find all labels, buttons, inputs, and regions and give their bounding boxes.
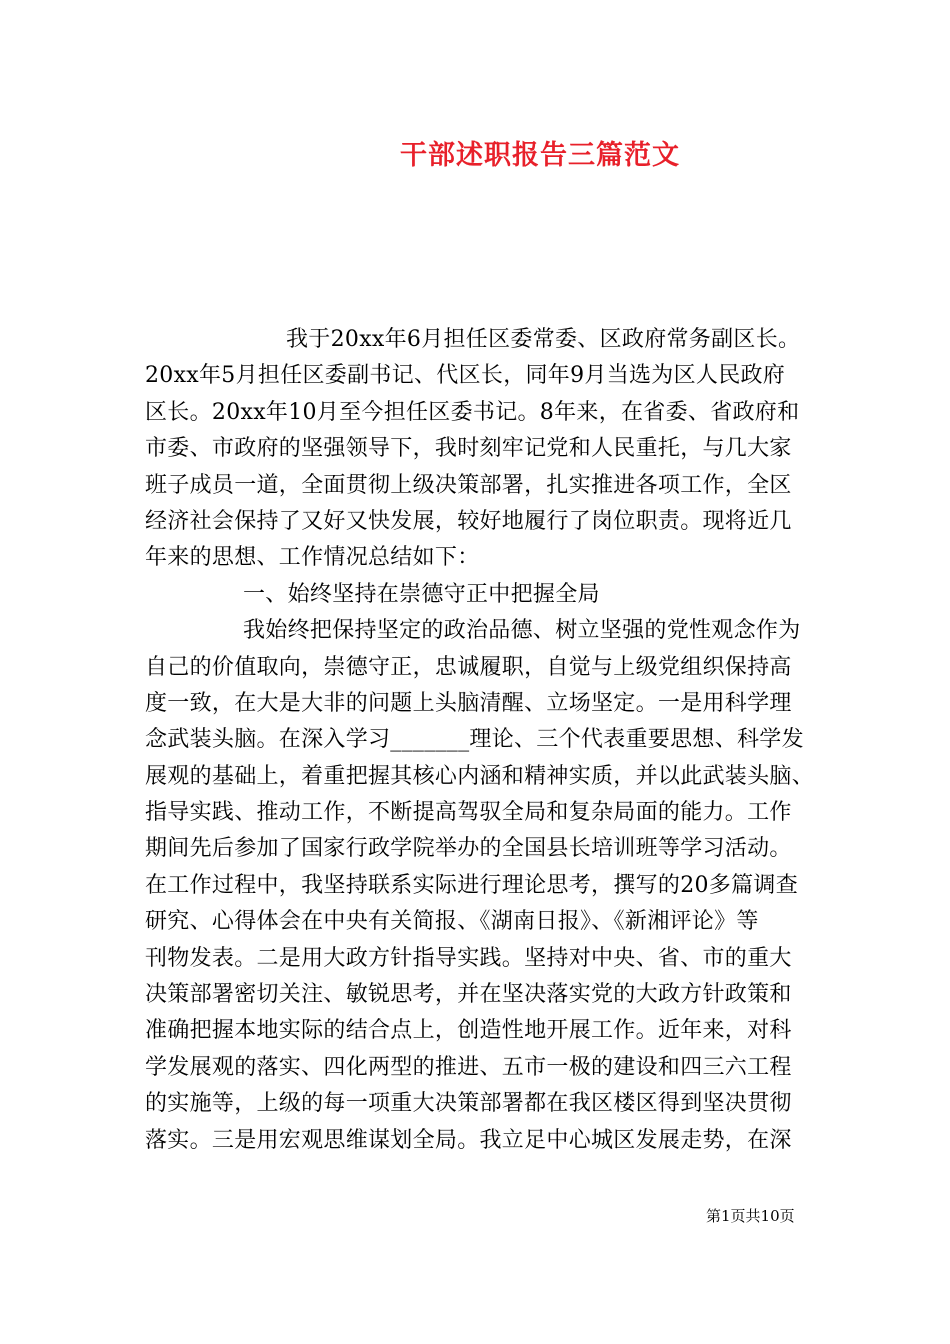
paragraph-line: 刊物发表。二是用大政方针指导实践。坚持对中央、省、市的重大 (145, 945, 792, 971)
paragraph-line: 度一致，在大是大非的问题上头脑清醒、立场坚定。一是用科学理 (145, 690, 792, 716)
paragraph-line: 自己的价值取向，崇德守正，忠诚履职，自觉与上级党组织保持高 (145, 654, 792, 680)
paragraph-line: 在工作过程中，我坚持联系实际进行理论思考，撰写的20多篇调查 (145, 872, 798, 898)
paragraph-line: 区长。20xx年10月至今担任区委书记。8年来，在省委、省政府和 (145, 399, 800, 425)
paragraph-line: 的实施等，上级的每一项重大决策部署都在我区楼区得到坚决贯彻 (145, 1091, 792, 1117)
document-body (145, 322, 815, 1159)
paragraph-line: 展观的基础上，着重把握其核心内涵和精神实质，并以此武装头脑、 (145, 763, 815, 789)
paragraph-line: 期间先后参加了国家行政学院举办的全国县长培训班等学习活动。 (145, 836, 792, 862)
paragraph-line: 市委、市政府的坚强领导下，我时刻牢记党和人民重托，与几大家 (145, 436, 792, 462)
paragraph-line: 20xx年5月担任区委副书记、代区长，同年9月当选为区人民政府 (145, 363, 786, 389)
paragraph-line: 落实。三是用宏观思维谋划全局。我立足中心城区发展走势，在深 (145, 1127, 792, 1153)
paragraph-line: 指导实践、推动工作，不断提高驾驭全局和复杂局面的能力。工作 (145, 800, 792, 826)
paragraph-line: 我始终把保持坚定的政治品德、树立坚强的党性观念作为 (243, 618, 801, 644)
paragraph-line: 研究、心得体会在中央有关简报、《湖南日报》、《新湘评论》等 (145, 909, 759, 935)
page-number: 第1页共10页 (706, 1207, 795, 1225)
section-heading: 一、始终坚持在崇德守正中把握全局 (243, 581, 600, 607)
paragraph-line: 准确把握本地实际的结合点上，创造性地开展工作。近年来，对科 (145, 1018, 792, 1044)
paragraph-line: 经济社会保持了又好又快发展，较好地履行了岗位职责。现将近几 (145, 508, 792, 534)
document-title: 干部述职报告三篇范文 (400, 140, 680, 171)
paragraph-line: 念武装头脑。在深入学习_______理论、三个代表重要思想、科学发 (145, 727, 804, 753)
paragraph-line: 班子成员一道，全面贯彻上级决策部署，扎实推进各项工作，全区 (145, 472, 792, 498)
paragraph-line: 学发展观的落实、四化两型的推进、五市一极的建设和四三六工程 (145, 1054, 792, 1080)
paragraph-line: 决策部署密切关注、敏锐思考，并在坚决落实党的大政方针政策和 (145, 982, 792, 1008)
paragraph-line: 我于20xx年6月担任区委常委、区政府常务副区长。 (286, 327, 801, 352)
paragraph-line: 年来的思想、工作情况总结如下： (145, 545, 480, 571)
